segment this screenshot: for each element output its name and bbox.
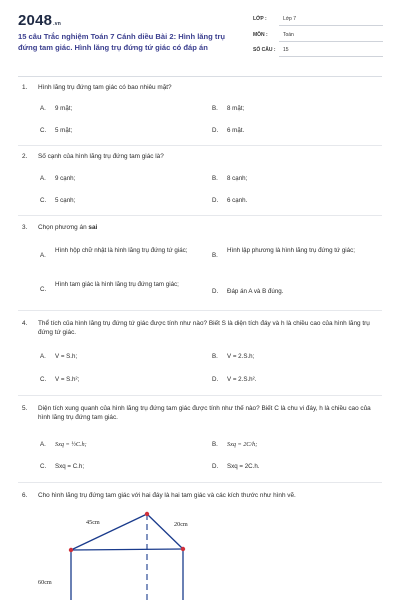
option-letter: C. (40, 127, 47, 134)
option-text: Đáp án A và B đúng. (227, 288, 284, 295)
prism-edge-front-top (71, 549, 183, 550)
meta-count (253, 45, 383, 57)
option-text: 5 cạnh; (55, 197, 76, 204)
question-text-emphasis: sai (88, 224, 98, 231)
option-text: V = S.h²; (55, 376, 80, 383)
option-letter: D. (212, 376, 219, 383)
option-letter: A. (40, 175, 46, 182)
question-separator (18, 482, 382, 483)
site-logo[interactable] (18, 12, 61, 29)
question-number: 6. (22, 492, 28, 499)
meta-count-key: SỐ CÂU : (253, 47, 276, 53)
meta-class (253, 14, 383, 26)
question-number: 2. (22, 153, 28, 160)
option-letter: B. (212, 441, 218, 448)
option-letter: C. (40, 463, 47, 470)
option-text: 8 cạnh; (227, 175, 248, 182)
option-text: V = 2.S.h; (227, 353, 255, 360)
question-text: Thể tích của hình lăng trụ đứng tứ giác được tính như nào? Biết S là diện tích đáy và h là chiều cao của hình lăng trụ đứng tứ giác. (38, 320, 370, 336)
meta-class-key: LỚP : (253, 16, 267, 22)
option-letter: B. (212, 105, 218, 112)
meta-subject-key: MÔN : (253, 32, 268, 38)
question-separator (18, 395, 382, 396)
option-letter: D. (212, 127, 219, 134)
meta-class-value: Lớp 7 (283, 16, 297, 22)
option-letter: A. (40, 252, 46, 259)
option-letter: B. (212, 353, 218, 360)
edge-label-right: 20cm (174, 521, 188, 528)
meta-subject (253, 30, 383, 42)
question-number: 1. (22, 84, 28, 91)
meta-underline (279, 25, 383, 26)
option-letter: A. (40, 353, 46, 360)
option-text: 5 mặt; (55, 127, 73, 134)
edge-label-left: 45cm (86, 519, 100, 526)
prism-edge-right-top (147, 514, 183, 549)
vertex-point (145, 512, 149, 516)
vertex-point (181, 547, 185, 551)
option-letter: D. (212, 197, 219, 204)
question-separator (18, 310, 382, 311)
logo-text: 2048 (18, 12, 53, 29)
question-number: 5. (22, 405, 28, 412)
option-text: Sxq = 2C.h. (227, 463, 260, 470)
prism-figure (30, 505, 230, 605)
option-text: V = 2.S.h². (227, 376, 257, 383)
option-text: Hình tam giác là hình lăng trụ đứng tam giác; (55, 281, 179, 288)
option-text: 8 mặt; (227, 105, 245, 112)
option-letter: B. (212, 175, 218, 182)
option-text: 6 mặt. (227, 127, 245, 134)
meta-subject-value: Toán (283, 32, 294, 38)
option-text: Hình hộp chữ nhật là hình lăng trụ đứng tứ giác; (55, 247, 188, 254)
question-text: Cho hình lăng trụ đứng tam giác với hai đáy là hai tam giác và các kích thước như hình vẽ. (38, 492, 296, 499)
edge-label-height: 60cm (38, 579, 52, 586)
option-text: V = S.h; (55, 353, 78, 360)
option-text: Hình lập phương là hình lăng trụ đứng tứ giác; (227, 247, 355, 254)
question-text: Số cạnh của hình lăng trụ đứng tam giác là? (38, 153, 164, 160)
question-separator (18, 215, 382, 216)
document-title: 15 câu Trắc nghiệm Toán 7 Cánh diều Bài 2: Hình lăng trụ đứng tam giác. Hình lăng trụ đứng tứ giác có đáp án (18, 32, 226, 52)
option-letter: A. (40, 441, 46, 448)
question-number: 3. (22, 224, 28, 231)
prism-diagram (30, 505, 230, 600)
option-letter: B. (212, 252, 218, 259)
option-letter: C. (40, 286, 47, 293)
question-text (38, 223, 382, 232)
meta-underline (279, 56, 383, 57)
question-text-main: Chọn phương án (38, 224, 89, 231)
meta-underline (279, 41, 383, 42)
option-text: Sxq = ½C.h; (55, 441, 87, 448)
option-letter: C. (40, 376, 47, 383)
document-header (0, 0, 400, 78)
option-letter: C. (40, 197, 47, 204)
option-text: 9 mặt; (55, 105, 73, 112)
question-text: Diện tích xung quanh của hình lăng trụ đứng tam giác được tính như thế nào? Biết C là chu vi đáy, h là chiều cao của hình lăng trụ đứng tam giác. (38, 405, 371, 421)
option-text: Sxq = C.h; (55, 463, 85, 470)
question-separator (18, 145, 382, 146)
option-text: 6 cạnh. (227, 197, 248, 204)
vertex-point (69, 548, 73, 552)
option-text: 9 cạnh; (55, 175, 76, 182)
option-text: Sxq = 2C/h; (227, 441, 258, 448)
option-letter: D. (212, 288, 219, 295)
option-letter: A. (40, 105, 46, 112)
prism-edge-left-top (71, 514, 147, 550)
meta-count-value: 15 (283, 47, 289, 53)
header-divider (18, 76, 382, 77)
question-text: Hình lăng trụ đứng tam giác có bao nhiêu mặt? (38, 84, 172, 91)
question-number: 4. (22, 320, 28, 327)
option-letter: D. (212, 463, 219, 470)
logo-suffix: .vn (53, 21, 61, 27)
